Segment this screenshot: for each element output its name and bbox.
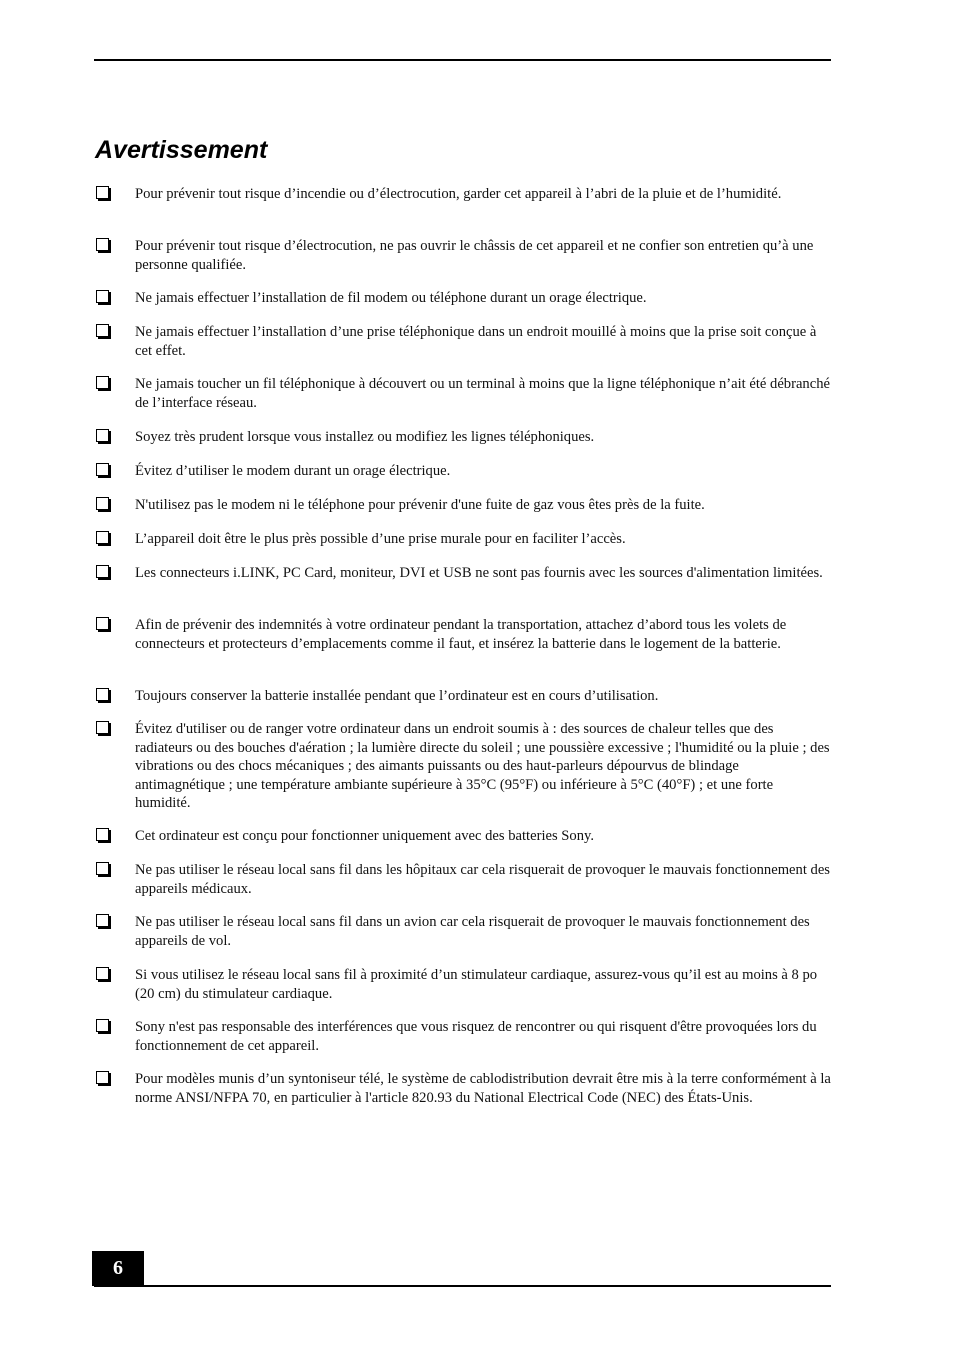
checkbox-bullet-icon [96, 828, 109, 841]
checkbox-bullet-icon [96, 688, 109, 701]
warning-text: Pour prévenir tout risque d’incendie ou d’électrocution, garder cet appareil à l’abri de la pluie et de l’humidité. [135, 186, 782, 202]
checkbox-bullet-icon [96, 463, 109, 476]
section-title: Avertissement [95, 136, 268, 164]
checkbox-bullet-icon [96, 238, 109, 251]
checkbox-bullet-icon [96, 429, 109, 442]
warning-text: Ne pas utiliser le réseau local sans fil dans les hôpitaux car cela risquerait de provoquer le mauvais fonctionnement des appareils médicaux. [135, 862, 830, 897]
page-number: 6 [92, 1251, 144, 1286]
checkbox-bullet-icon [96, 1019, 109, 1032]
checkbox-bullet-icon [96, 862, 109, 875]
checkbox-bullet-icon [96, 497, 109, 510]
warning-text: Évitez d’utiliser le modem durant un orage électrique. [135, 463, 451, 479]
warning-text: Pour modèles munis d’un syntoniseur télé, le système de cablodistribution devrait être mis à la terre conformément à la norme ANSI/NFPA 70, en particulier à l'article 820.93 du National Electrical Code (NEC) des États-Unis. [135, 1071, 831, 1106]
warning-text: Ne jamais toucher un fil téléphonique à découvert ou un terminal à moins que la ligne téléphonique n’ait été débranché de l’interface réseau. [135, 376, 830, 411]
warning-text: N'utilisez pas le modem ni le téléphone pour prévenir d'une fuite de gaz vous êtes près de la fuite. [135, 497, 705, 513]
checkbox-bullet-icon [96, 531, 109, 544]
warning-text: Les connecteurs i.LINK, PC Card, moniteur, DVI et USB ne sont pas fournis avec les sources d'alimentation limitées. [135, 565, 823, 581]
checkbox-bullet-icon [96, 914, 109, 927]
warning-text: Soyez très prudent lorsque vous installez ou modifiez les lignes téléphoniques. [135, 429, 595, 445]
warning-text: Cet ordinateur est conçu pour fonctionner uniquement avec des batteries Sony. [135, 828, 595, 844]
checkbox-bullet-icon [96, 324, 109, 337]
checkbox-bullet-icon [96, 967, 109, 980]
checkbox-bullet-icon [96, 290, 109, 303]
warning-text: Afin de prévenir des indemnités à votre ordinateur pendant la transportation, attachez d’abord tous les volets de connecteurs et protecteurs d’emplacements comme il faut, et insérez la batterie dans le logement de la batterie. [135, 617, 787, 652]
warning-text: Évitez d'utiliser ou de ranger votre ordinateur dans un endroit soumis à : des sources de chaleur telles que des radiateurs ou des bouches d'aération ; la lumière directe du soleil ; une poussière excessive ; l'humidité ou la pluie ; des vibrations ou des chocs mécaniques ; des aimants puissants ou des haut-parleurs dépourvus de blindage antimagnétique ; une température ambiante supérieure à 35°C (95°F) ou inférieure à 5°C (40°F) ; et une forte humidité. [135, 721, 830, 811]
warning-text: Ne pas utiliser le réseau local sans fil dans un avion car cela risquerait de provoquer le mauvais fonctionnement des appareils de vol. [135, 914, 810, 949]
checkbox-bullet-icon [96, 376, 109, 389]
checkbox-bullet-icon [96, 617, 109, 630]
footer-rule [94, 1285, 831, 1287]
warning-text: L’appareil doit être le plus près possible d’une prise murale pour en faciliter l’accès. [135, 531, 626, 547]
checkbox-bullet-icon [96, 565, 109, 578]
warning-text: Ne jamais effectuer l’installation d’une prise téléphonique dans un endroit mouillé à moins que la prise soit conçue à cet effet. [135, 324, 817, 359]
warning-text: Toujours conserver la batterie installée pendant que l’ordinateur est en cours d’utilisation. [135, 688, 659, 704]
checkbox-bullet-icon [96, 186, 109, 199]
warning-text: Pour prévenir tout risque d’électrocution, ne pas ouvrir le châssis de cet appareil et ne confier son entretien qu’à une personne qualifiée. [135, 238, 814, 273]
warning-text: Si vous utilisez le réseau local sans fil à proximité d’un stimulateur cardiaque, assurez-vous qu’il est au moins à 8 po (20 cm) du stimulateur cardiaque. [135, 967, 818, 1002]
warning-text: Ne jamais effectuer l’installation de fil modem ou téléphone durant un orage électrique. [135, 290, 647, 306]
checkbox-bullet-icon [96, 1071, 109, 1084]
warning-text: Sony n'est pas responsable des interférences que vous risquez de rencontrer ou qui risquent d'être provoquées lors du fonctionnement de cet appareil. [135, 1019, 817, 1054]
header-rule [94, 59, 831, 61]
checkbox-bullet-icon [96, 721, 109, 734]
